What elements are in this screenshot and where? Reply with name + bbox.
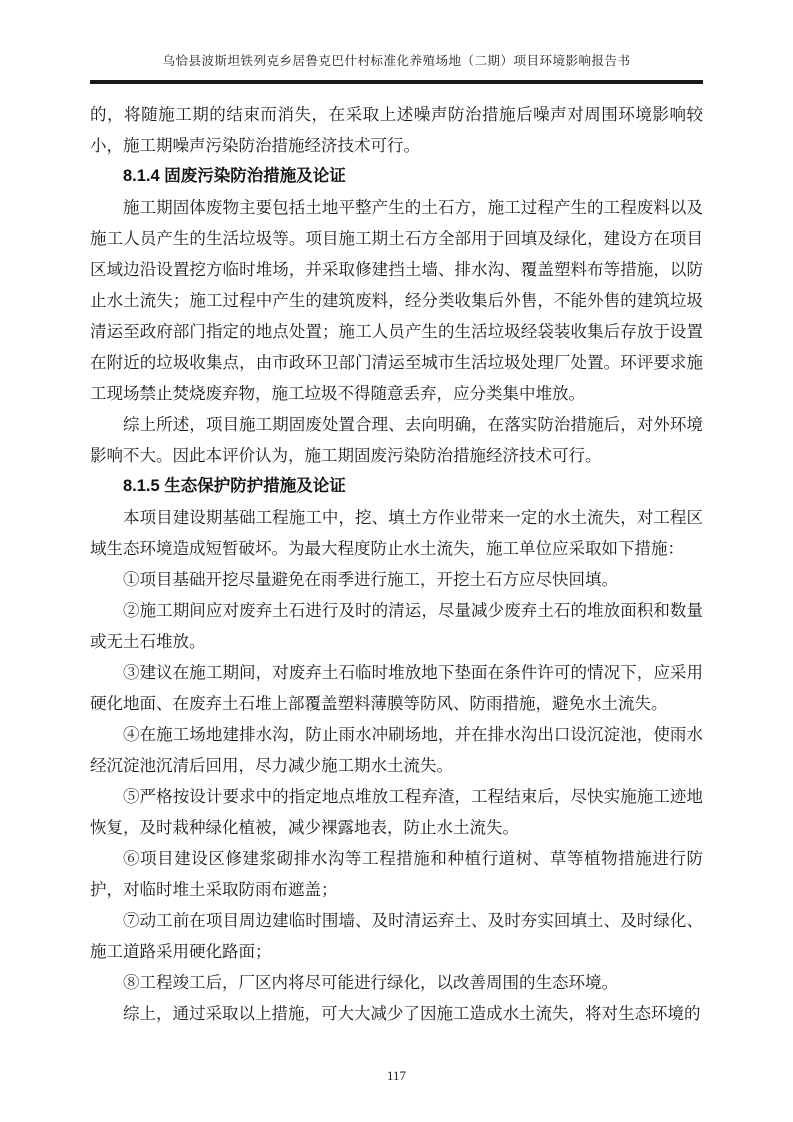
measure-item-5: ⑤严格按设计要求中的指定地点堆放工程弃渣，工程结束后，尽快实施施工迹地恢复，及时栽种绿化植被，减少裸露地表，防止水土流失。: [90, 787, 703, 837]
paragraph-solid-waste: 施工期固体废物主要包括土地平整产生的土石方，施工过程产生的工程废料以及施工人员产生的生活垃圾等。项目施工期土石方全部用于回填及绿化，建设方在项目区域边沿设置挖方临时堆场，并采取修建挡土墙、排水沟、覆盖塑料布等措施，以防止水土流失；施工过程中产生的建筑废料，经分类收集后外售，不能外售的建筑垃圾清运至政府部门指定的地点处置；施工人员产生的生活垃圾经袋装收集后存放于设置在附近的垃圾收集点，由市政环卫部门清运至城市生活垃圾处理厂处置。环评要求施工现场禁止焚烧废弃物，施工垃圾不得随意丢弃，应分类集中堆放。: [90, 198, 703, 403]
section-heading-8-1-4: 8.1.4 固废污染防治措施及论证: [123, 167, 346, 185]
section-heading-8-1-5: 8.1.5 生态保护防护措施及论证: [123, 477, 346, 495]
document-body: [90, 99, 703, 1029]
measure-item-4: ④在施工场地建排水沟，防止雨水冲刷场地，并在排水沟出口设沉淀池，使雨水经沉淀池沉清后回用，尽力减少施工期水土流失。: [90, 725, 703, 775]
measure-item-2: ②施工期间应对废弃土石进行及时的清运，尽量减少废弃土石的堆放面积和数量或无土石堆放。: [90, 601, 703, 651]
measure-item-6: ⑥项目建设区修建浆砌排水沟等工程措施和种植行道树、草等植物措施进行防护，对临时堆土采取防雨布遮盖；: [90, 849, 703, 899]
paragraph-solid-waste-summary: 综上所述，项目施工期固废处置合理、去向明确，在落实防治措施后，对外环境影响不大。因此本评价认为，施工期固废污染防治措施经济技术可行。: [90, 415, 703, 465]
page-header-title: 乌恰县波斯坦铁列克乡居鲁克巴什村标准化养殖场地（二期）项目环境影响报告书: [162, 54, 631, 68]
header-double-rule: [90, 80, 703, 84]
page-number: 117: [386, 1068, 407, 1083]
paragraph-eco-intro: 本项目建设期基础工程施工中，挖、填土方作业带来一定的水土流失，对工程区域生态环境造成短暂破坏。为最大程度防止水土流失，施工单位应采取如下措施：: [90, 508, 703, 558]
measure-item-8: ⑧工程竣工后，厂区内将尽可能进行绿化，以改善周围的生态环境。: [123, 973, 618, 992]
measure-item-7: ⑦动工前在项目周边建临时围墙、及时清运弃土、及时夯实回填土、及时绿化、施工道路采用硬化路面；: [90, 911, 703, 961]
paragraph-eco-summary: 综上，通过采取以上措施，可大大减少了因施工造成水土流失，将对生态环境的: [123, 1004, 701, 1023]
measure-item-1: ①项目基础开挖尽量避免在雨季进行施工，开挖土石方应尽快回填。: [123, 570, 618, 589]
measure-item-3: ③建议在施工期间，对废弃土石临时堆放地下垫面在条件许可的情况下，应采用硬化地面、在废弃土石堆上部覆盖塑料薄膜等防风、防雨措施，避免水土流失。: [90, 663, 703, 713]
paragraph-noise-conclusion: 的，将随施工期的结束而消失，在采取上述噪声防治措施后噪声对周围环境影响较小，施工期噪声污染防治措施经济技术可行。: [90, 105, 703, 155]
